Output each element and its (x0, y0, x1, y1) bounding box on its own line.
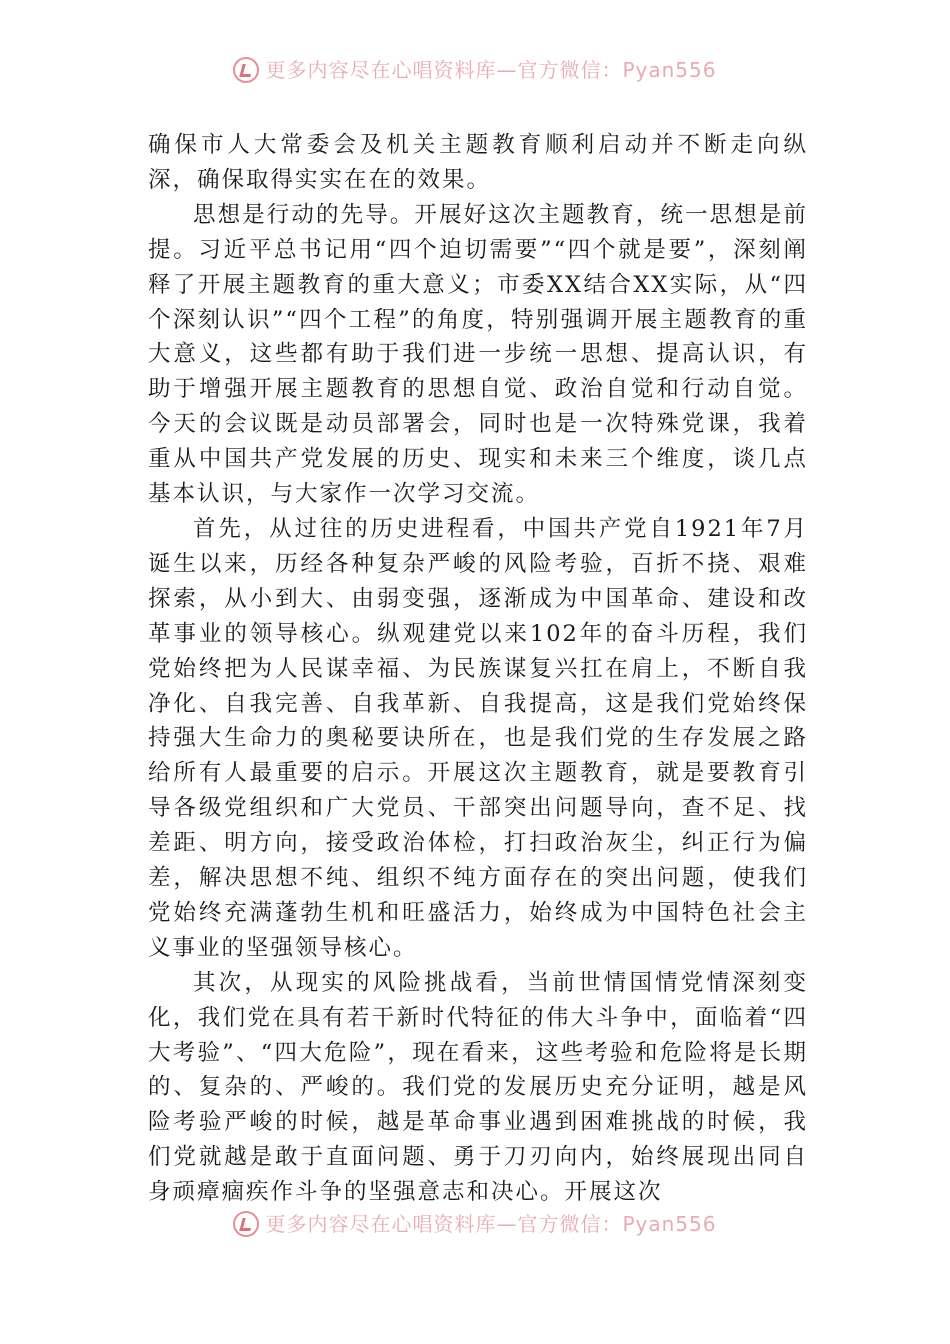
paragraph-2: 思想是行动的先导。开展好这次主题教育，统一思想是前提。习近平总书记用“四个迫切需要”“四个就是要”，深刻阐释了开展主题教育的重大意义；市委XX结合XX实际，从“四个深刻认识”“四个工程”的角度，特别强调开展主题教育的重大意义，这些都有助于我们进一步统一思想、提高认识，有助于增强开展主题教育的思想自觉、政治自觉和行动自觉。今天的会议既是动员部署会，同时也是一次特殊党课，我着重从中国共产党发展的历史、现实和未来三个维度，谈几点基本认识，与大家作一次学习交流。 (148, 201, 808, 508)
paragraph-4: 其次，从现实的风险挑战看，当前世情国情党情深刻变化，我们党在具有若干新时代特征的伟大斗争中，面临着“四大考验”、“四大危险”，现在看来，这些考验和危险将是长期的、复杂的、严峻的。我们党的发展历史充分证明，越是风险考验严峻的时候，越是革命事业遇到困难挑战的时候，我们党就越是敢于直面问题、勇于刀刃向内，始终展现出同自身顽瘴痼疾作斗争的坚强意志和决心。开展这次 (148, 969, 808, 1206)
watermark-header (0, 52, 950, 88)
paragraph-1: 确保市人大常委会及机关主题教育顺利启动并不断走向纵深，确保取得实实在在的效果。 (148, 132, 808, 193)
document-body (148, 128, 808, 1210)
watermark-footer (0, 1206, 950, 1242)
watermark-text: 更多内容尽在心唱资料库—官方微信：Pyan556 (265, 58, 717, 82)
brand-logo-icon (233, 1211, 259, 1237)
brand-logo-icon (233, 57, 259, 83)
watermark-text: 更多内容尽在心唱资料库—官方微信：Pyan556 (265, 1212, 717, 1236)
paragraph-3: 首先，从过往的历史进程看，中国共产党自1921年7月诞生以来，历经各种复杂严峻的风险考验，百折不挠、艰难探索，从小到大、由弱变强，逐渐成为中国革命、建设和改革事业的领导核心。纵观建党以来102年的奋斗历程，我们党始终把为人民谋幸福、为民族谋复兴扛在肩上，不断自我净化、自我完善、自我革新、自我提高，这是我们党始终保持强大生命力的奥秘要诀所在，也是我们党的生存发展之路给所有人最重要的启示。开展这次主题教育，就是要教育引导各级党组织和广大党员、干部突出问题导向，查不足、找差距、明方向，接受政治体检，打扫政治灰尘，纠正行为偏差，解决思想不纯、组织不纯方面存在的突出问题，使我们党始终充满蓬勃生机和旺盛活力，始终成为中国特色社会主义事业的坚强领导核心。 (148, 515, 808, 961)
